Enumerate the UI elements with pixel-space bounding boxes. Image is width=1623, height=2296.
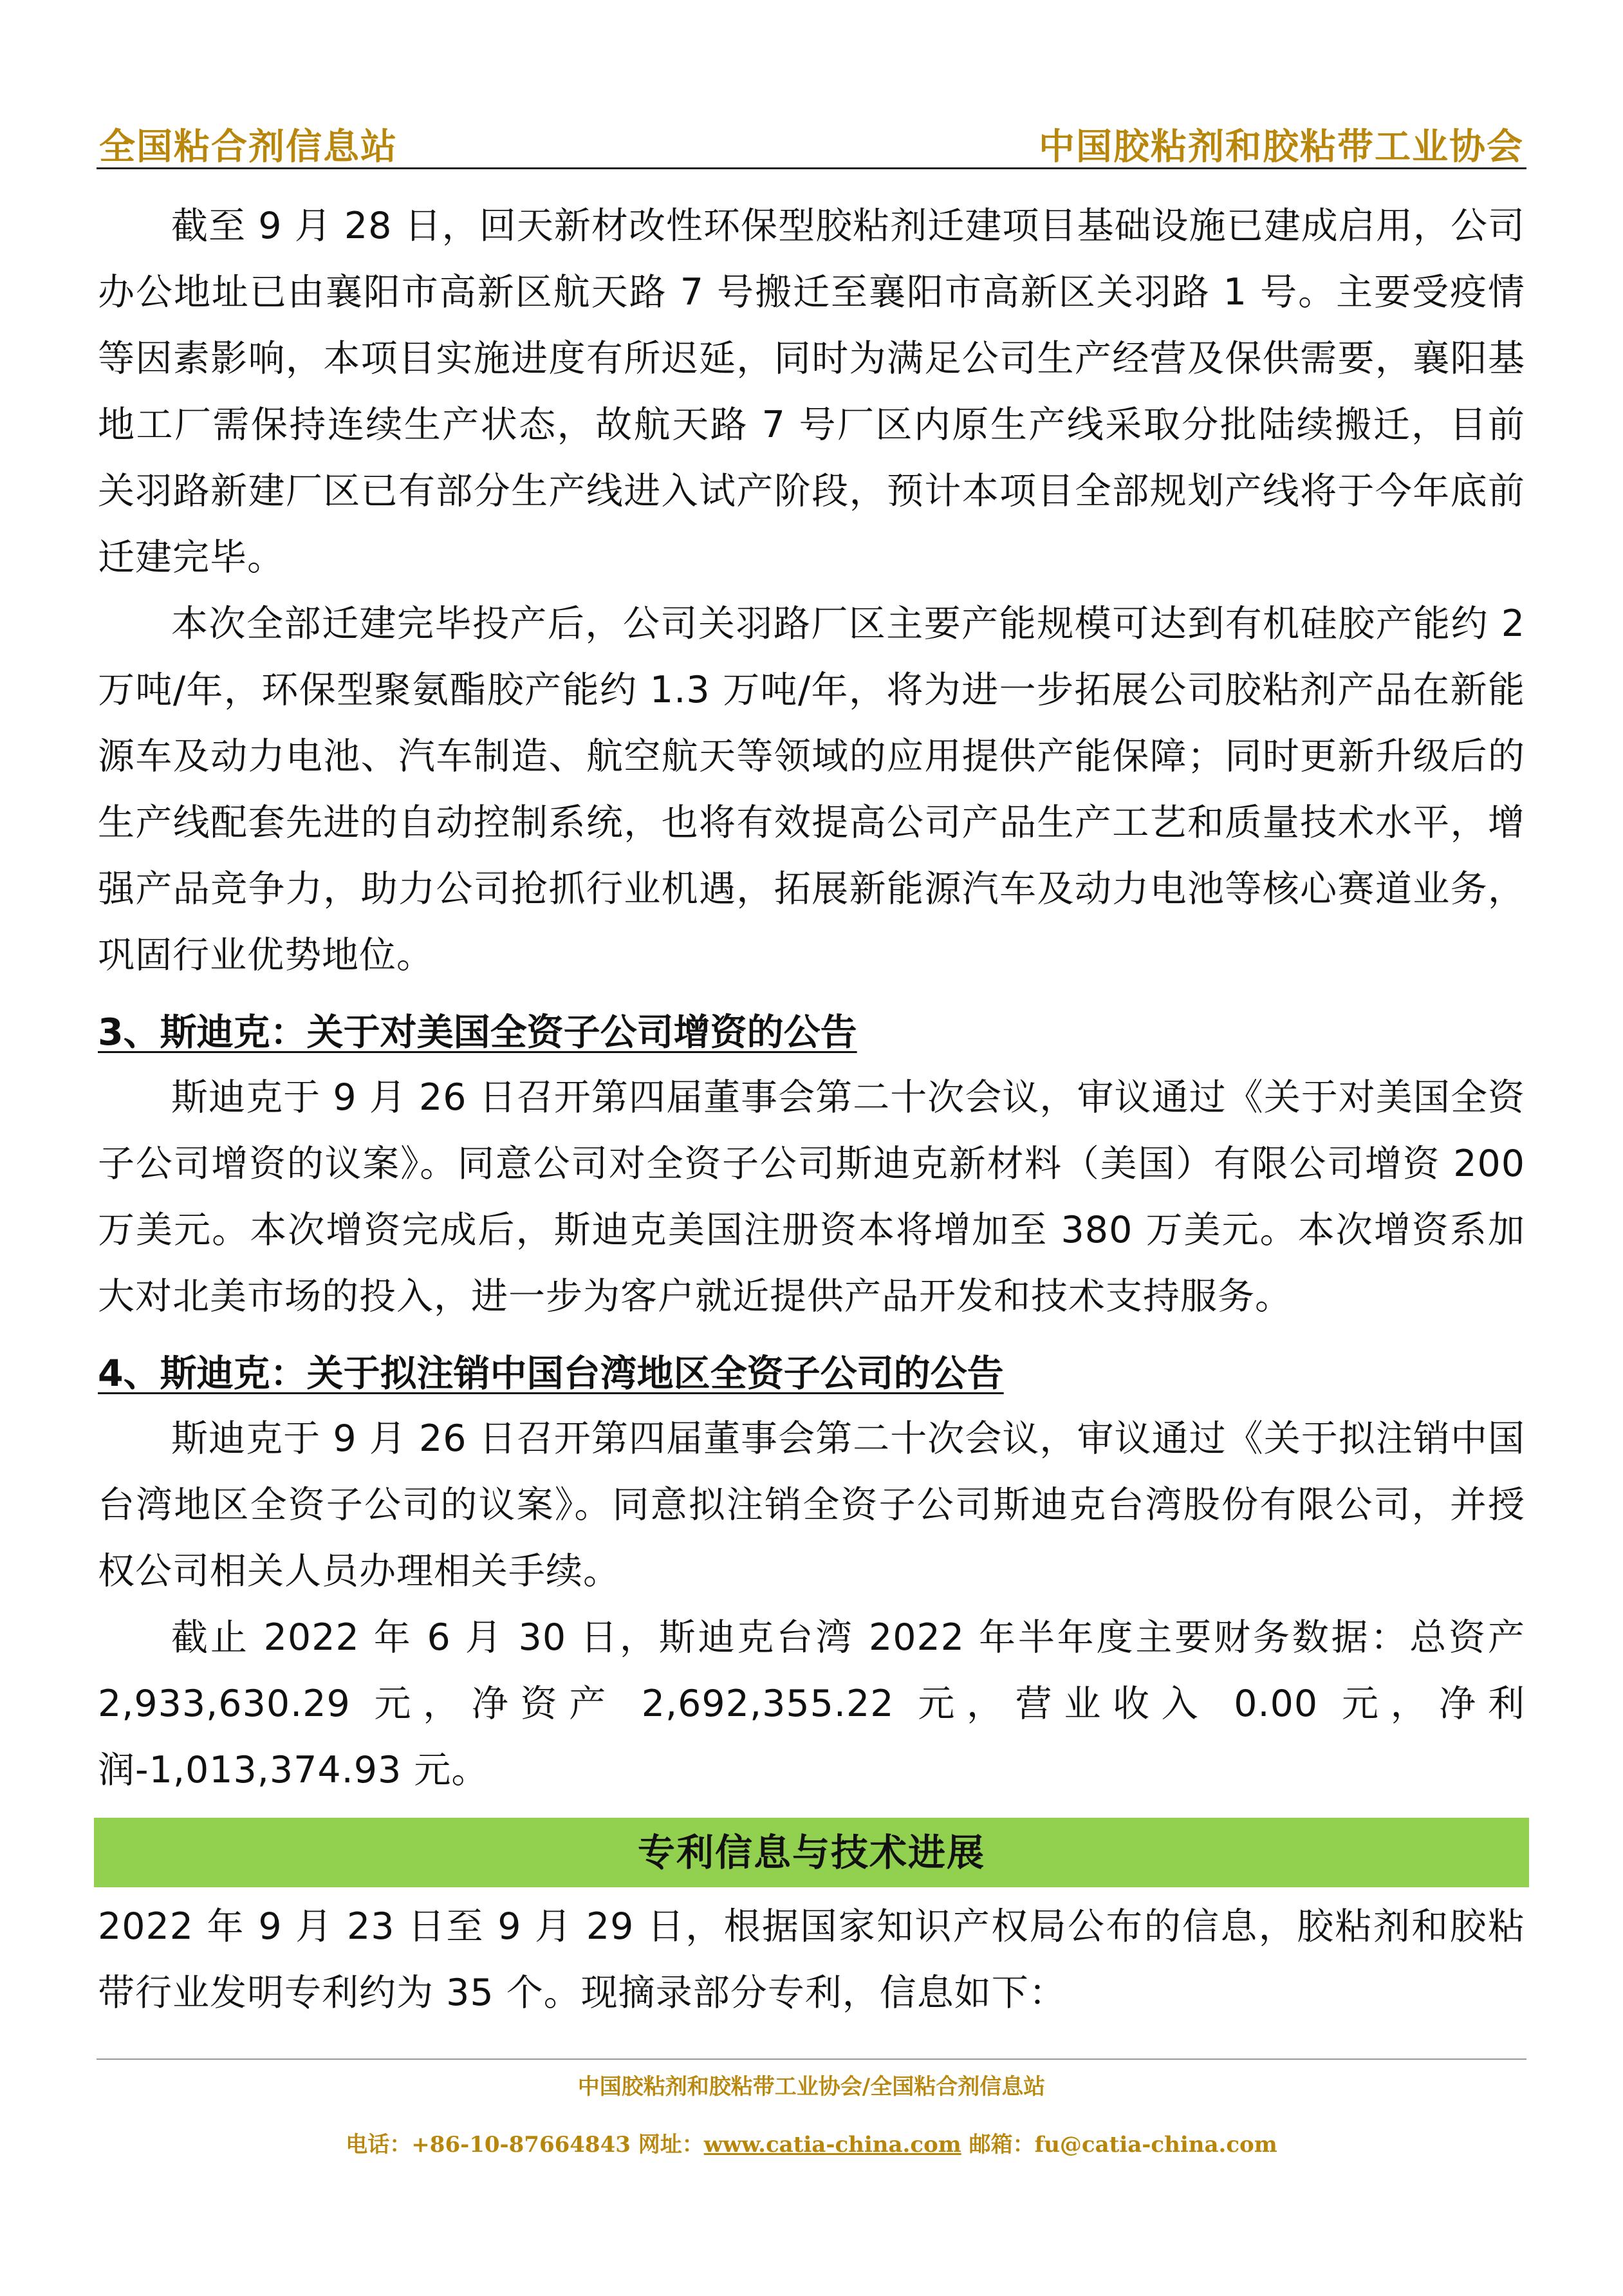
section-4-paragraph-2: 截止 2022 年 6 月 30 日，斯迪克台湾 2022 年半年度主要财务数据：总资产 2,933,630.29 元，净资产 2,692,355.22 元，营业收入 0.00 元，净利润-1,013,374.93 元。 <box>98 1616 1525 1791</box>
page-header <box>97 117 1526 169</box>
section-4-heading: 4、斯迪克：关于拟注销中国台湾地区全资子公司的公告 <box>98 1352 1004 1395</box>
header-right-title: 中国胶粘剂和胶粘带工业协会 <box>1039 126 1524 168</box>
footer-email-label: 邮箱： <box>961 2132 1035 2158</box>
document-body <box>98 193 1525 2026</box>
section-3-heading: 3、斯迪克：关于对美国全资子公司增资的公告 <box>98 1011 857 1054</box>
patent-intro-paragraph: 2022 年 9 月 23 日至 9 月 29 日，根据国家知识产权局公布的信息，胶粘剂和胶粘带行业发明专利约为 35 个。现摘录部分专利，信息如下： <box>98 1905 1525 2014</box>
section-4-paragraph-1: 斯迪克于 9 月 26 日召开第四届董事会第二十次会议，审议通过《关于拟注销中国台湾地区全资子公司的议案》。同意拟注销全资子公司斯迪克台湾股份有限公司，并授权公司相关人员办理相关手续。 <box>98 1417 1525 1592</box>
header-left-title: 全国粘合剂信息站 <box>99 126 398 168</box>
paragraph-capacity: 本次全部迁建完毕投产后，公司关羽路厂区主要产能规模可达到有机硅胶产能约 2 万吨/年，环保型聚氨酯胶产能约 1.3 万吨/年，将为进一步拓展公司胶粘剂产品在新能源车及动力电池、汽车制造、航空航天等领域的应用提供产能保障；同时更新升级后的生产线配套先进的自动控制系统，也将有效提高公司产品生产工艺和质量技术水平，增强产品竞争力，助力公司抢抓行业机遇，拓展新能源汽车及动力电池等核心赛道业务，巩固行业优势地位。 <box>98 602 1525 976</box>
section-3-paragraph: 斯迪克于 9 月 26 日召开第四届董事会第二十次会议，审议通过《关于对美国全资子公司增资的议案》。同意公司对全资子公司斯迪克新材料（美国）有限公司增资 200 万美元。本次增资完成后，斯迪克美国注册资本将增加至 380 万美元。本次增资系加大对北美市场的投入，进一步为客户就近提供产品开发和技术支持服务。 <box>98 1076 1525 1318</box>
footer-website-link[interactable]: www.catia-china.com <box>703 2132 961 2158</box>
footer-organization: 中国胶粘剂和胶粘带工业协会/全国粘合剂信息站 <box>577 2074 1046 2100</box>
footer-contact <box>97 2127 1526 2163</box>
page-footer <box>97 2058 1526 2163</box>
footer-phone: 电话：+86-10-87664843 网址： <box>346 2132 704 2158</box>
paragraph-relocation: 截至 9 月 28 日，回天新材改性环保型胶粘剂迁建项目基础设施已建成启用，公司办公地址已由襄阳市高新区航天路 7 号搬迁至襄阳市高新区关羽路 1 号。主要受疫情等因素影响，本项目实施进度有所迟延，同时为满足公司生产经营及保供需要，襄阳基地工厂需保持连续生产状态，故航天路 7 号厂区内原生产线采取分批陆续搬迁，目前关羽路新建厂区已有部分生产线进入试产阶段，预计本项目全部规划产线将于今年底前迁建完毕。 <box>98 205 1525 579</box>
patent-section-banner: 专利信息与技术进展 <box>94 1818 1529 1887</box>
footer-email-link[interactable]: fu@catia-china.com <box>1034 2132 1277 2158</box>
